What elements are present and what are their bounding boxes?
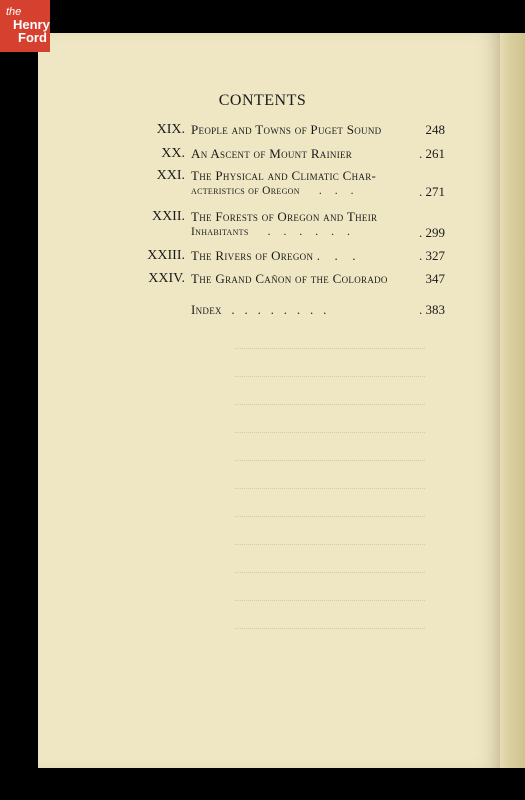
- page-number: . 383: [419, 302, 445, 317]
- page-number: . 261: [419, 146, 445, 161]
- chapter-title: People and Towns of Puget Sound: [191, 122, 382, 137]
- chapter-number: XIX.: [156, 122, 185, 137]
- chapter-title: The Grand Cañon of the Colorado: [191, 271, 388, 286]
- chapter-number: XXII.: [151, 209, 185, 224]
- index-label: Index . . . . . . . .: [191, 302, 327, 317]
- chapter-title-line2: acteristics of Oregon . . .: [191, 185, 354, 197]
- chapter-number: XXIV.: [148, 271, 185, 286]
- henry-ford-logo: the Henry Ford: [0, 0, 50, 52]
- toc-index: [0, 300, 525, 320]
- page-number: 347: [425, 271, 445, 286]
- chapter-title-line2: Inhabitants . . . . . .: [191, 226, 351, 238]
- page-number: . 327: [419, 248, 445, 263]
- toc-entry-21: [0, 166, 525, 206]
- toc-entry-23: [0, 246, 525, 266]
- toc-entry-20: [0, 144, 525, 164]
- page-number: 248: [425, 122, 445, 137]
- toc-entry-24: [0, 269, 525, 289]
- chapter-title: An Ascent of Mount Rainier: [191, 146, 353, 161]
- chapter-number: XXI.: [156, 168, 185, 183]
- page-title: CONTENTS: [218, 92, 307, 109]
- chapter-title-line1: The Forests of Oregon and Their: [191, 209, 378, 224]
- chapter-title: The Rivers of Oregon . . .: [191, 248, 356, 263]
- chapter-title-line1: The Physical and Climatic Char-: [191, 168, 377, 183]
- toc-entry-19: [0, 120, 525, 140]
- toc-entry-22: [0, 207, 525, 247]
- chapter-number: XX.: [161, 146, 185, 161]
- page-number: . 271: [419, 184, 445, 199]
- page-number: . 299: [419, 225, 445, 240]
- chapter-number: XXIII.: [147, 248, 185, 263]
